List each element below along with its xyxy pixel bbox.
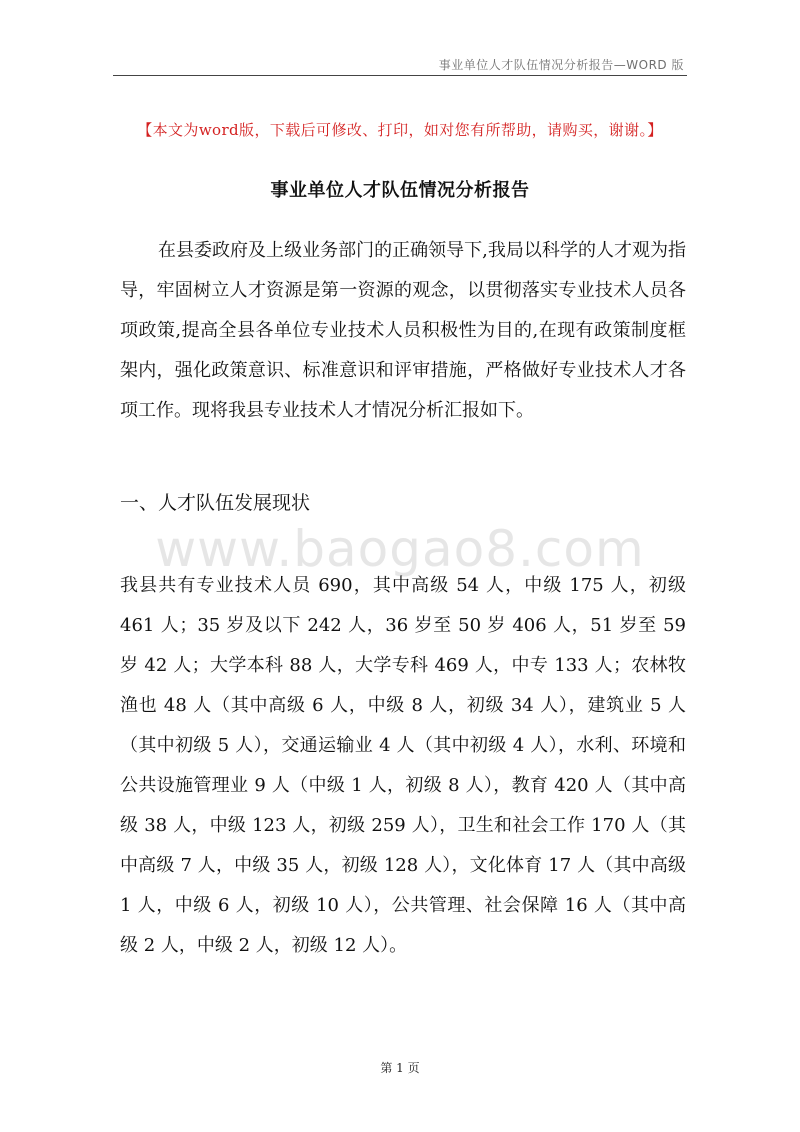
running-header: 事业单位人才队伍情况分析报告—WORD 版 xyxy=(438,58,684,72)
stats-paragraph: 我县共有专业技术人员 690，其中高级 54 人，中级 175 人，初级 461 人；35 岁及以下 242 人，36 岁至 50 岁 406 人，51 岁至 59 岁 42 人；大学本科 88 人，大学专科 469 人，中专 133 人；农林牧渔也 48 人（其中高级 6 人，中级 8 人，初级 34 人），建筑业 5 人（其中初级 5 人），交通运输业 4 人（其中初级 4 人），水利、环境和公共设施管理业 9 人（中级 1 人，初级 8 人），教育 420 人（其中高级 38 人，中级 123 人，初级 259 人），卫生和社会工作 170 人（其中高级 7 人，中级 35 人，初级 128 人），文化体育 17 人（其中高级 1 人，中级 6 人，初级 10 人），公共管理、社会保障 16 人（其中高级 2 人，中级 2 人，初级 12 人）。 xyxy=(120,575,686,956)
intro-paragraph: 在县委政府及上级业务部门的正确领导下,我局以科学的人才观为指导，牢固树立人才资源是第一资源的观念，以贯彻落实专业技术人员各项政策,提高全县各单位专业技术人员积极性为目的,在现有政策制度框架内，强化政策意识、标准意识和评审措施，严格做好专业技术人才各项工作。现将我县专业技术人才情况分析汇报如下。 xyxy=(120,240,686,421)
page-number: 第 1 页 xyxy=(380,1061,420,1075)
document-title: 事业单位人才队伍情况分析报告 xyxy=(270,180,530,201)
section-heading: 一、人才队伍发展现状 xyxy=(120,492,311,514)
download-notice: 【本文为word版，下载后可修改、打印，如对您有所帮助，请购买，谢谢。】 xyxy=(137,121,663,139)
watermark: www.baogao8.com xyxy=(155,520,645,578)
header-divider xyxy=(113,75,687,76)
